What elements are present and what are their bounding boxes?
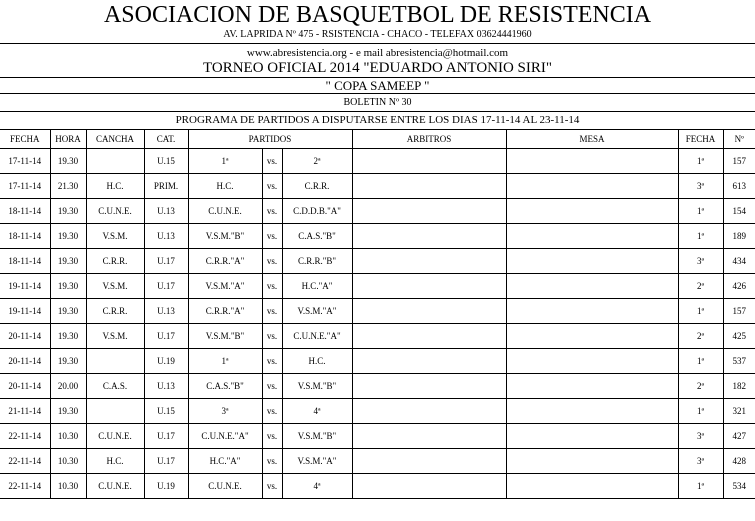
match-court: H.C. [86,174,144,199]
match-date: 17-11-14 [0,149,50,174]
round-number: 3ª [678,424,723,449]
away-team: C.D.D.B."A" [282,199,352,224]
table-officials-cell [506,299,678,324]
away-team: 4ª [282,474,352,499]
match-category: U.15 [144,399,188,424]
table-row [0,299,755,324]
match-court [86,349,144,374]
home-team: H.C."A" [188,449,262,474]
table-officials-cell [506,374,678,399]
match-court: H.C. [86,449,144,474]
table-row [0,149,755,174]
match-time: 10.30 [50,424,86,449]
match-date: 19-11-14 [0,299,50,324]
away-team: C.R.R."B" [282,249,352,274]
vs-label: vs. [262,424,282,449]
table-officials-cell [506,474,678,499]
table-row [0,249,755,274]
round-number: 1ª [678,224,723,249]
round-number: 2ª [678,374,723,399]
match-date: 18-11-14 [0,224,50,249]
referees-cell [352,149,506,174]
round-number: 1ª [678,474,723,499]
home-team: C.A.S."B" [188,374,262,399]
match-number: 427 [723,424,755,449]
match-category: U.17 [144,424,188,449]
table-row [0,274,755,299]
table-header-row [0,130,755,149]
match-category: U.15 [144,149,188,174]
vs-label: vs. [262,149,282,174]
match-time: 19.30 [50,324,86,349]
bulletin-number: BOLETIN Nº 30 [0,94,755,112]
match-date: 21-11-14 [0,399,50,424]
home-team: 1ª [188,349,262,374]
match-number: 157 [723,299,755,324]
match-number: 613 [723,174,755,199]
match-court: V.S.M. [86,224,144,249]
col-cancha: CANCHA [86,130,144,149]
match-court: C.U.N.E. [86,199,144,224]
matches-table [0,130,755,499]
match-time: 10.30 [50,449,86,474]
table-officials-cell [506,149,678,174]
table-officials-cell [506,399,678,424]
match-category: U.17 [144,449,188,474]
match-date: 19-11-14 [0,274,50,299]
home-team: V.S.M."B" [188,324,262,349]
away-team: H.C."A" [282,274,352,299]
home-team: C.U.N.E. [188,474,262,499]
away-team: C.R.R. [282,174,352,199]
match-time: 19.30 [50,199,86,224]
col-arbitros: ARBITROS [352,130,506,149]
match-category: U.17 [144,249,188,274]
referees-cell [352,249,506,274]
vs-label: vs. [262,474,282,499]
away-team: V.S.M."A" [282,299,352,324]
table-row [0,449,755,474]
referees-cell [352,349,506,374]
match-number: 428 [723,449,755,474]
vs-label: vs. [262,324,282,349]
col-cat: CAT. [144,130,188,149]
match-number: 434 [723,249,755,274]
home-team: V.S.M."B" [188,224,262,249]
match-court [86,149,144,174]
header-block [0,0,755,44]
match-court: V.S.M. [86,274,144,299]
home-team: V.S.M."A" [188,274,262,299]
referees-cell [352,449,506,474]
tournament-title: TORNEO OFICIAL 2014 "EDUARDO ANTONIO SIRI" [202,60,553,76]
match-category: U.13 [144,374,188,399]
contact-block [0,44,755,78]
round-number: 3ª [678,174,723,199]
match-time: 21.30 [50,174,86,199]
round-number: 3ª [678,249,723,274]
match-time: 19.30 [50,249,86,274]
away-team: H.C. [282,349,352,374]
away-team: V.S.M."B" [282,374,352,399]
match-time: 19.30 [50,399,86,424]
match-category: U.19 [144,349,188,374]
table-row [0,474,755,499]
round-number: 1ª [678,149,723,174]
vs-label: vs. [262,274,282,299]
association-address: AV. LAPRIDA Nº 475 - RSISTENCIA - CHACO - TELEFAX 03624441960 [223,29,532,40]
table-officials-cell [506,274,678,299]
round-number: 1ª [678,199,723,224]
match-category: U.17 [144,324,188,349]
home-team: 3ª [188,399,262,424]
match-date: 18-11-14 [0,249,50,274]
table-row [0,224,755,249]
away-team: C.A.S."B" [282,224,352,249]
round-number: 1ª [678,299,723,324]
referees-cell [352,199,506,224]
cup-title: " COPA SAMEEP " [0,78,755,94]
away-team: C.U.N.E."A" [282,324,352,349]
round-number: 2ª [678,324,723,349]
home-team: C.U.N.E."A" [188,424,262,449]
table-row [0,374,755,399]
match-court: C.R.R. [86,249,144,274]
table-officials-cell [506,199,678,224]
match-court: C.R.R. [86,299,144,324]
contact-line: www.abresistencia.org - e mail abresistencia@hotmail.com [246,47,509,59]
match-court: C.U.N.E. [86,424,144,449]
col-num: Nº [723,130,755,149]
col-partidos: PARTIDOS [188,130,352,149]
program-title: PROGRAMA DE PARTIDOS A DISPUTARSE ENTRE LOS DIAS 17-11-14 AL 23-11-14 [0,112,755,130]
vs-label: vs. [262,374,282,399]
round-number: 3ª [678,449,723,474]
match-time: 20.00 [50,374,86,399]
referees-cell [352,174,506,199]
table-row [0,349,755,374]
match-category: U.13 [144,199,188,224]
match-time: 10.30 [50,474,86,499]
table-row [0,199,755,224]
table-officials-cell [506,174,678,199]
match-date: 22-11-14 [0,424,50,449]
match-category: U.19 [144,474,188,499]
referees-cell [352,374,506,399]
table-row [0,424,755,449]
referees-cell [352,224,506,249]
away-team: V.S.M."B" [282,424,352,449]
away-team: 2ª [282,149,352,174]
table-row [0,174,755,199]
vs-label: vs. [262,199,282,224]
col-fecha: FECHA [0,130,50,149]
home-team: 1ª [188,149,262,174]
table-officials-cell [506,349,678,374]
match-court: V.S.M. [86,324,144,349]
round-number: 1ª [678,349,723,374]
home-team: C.R.R."A" [188,299,262,324]
match-time: 19.30 [50,349,86,374]
match-category: U.13 [144,224,188,249]
match-date: 17-11-14 [0,174,50,199]
table-officials-cell [506,224,678,249]
vs-label: vs. [262,399,282,424]
table-officials-cell [506,324,678,349]
round-number: 1ª [678,399,723,424]
referees-cell [352,424,506,449]
col-mesa: MESA [506,130,678,149]
vs-label: vs. [262,174,282,199]
match-time: 19.30 [50,149,86,174]
match-date: 20-11-14 [0,324,50,349]
round-number: 2ª [678,274,723,299]
match-number: 426 [723,274,755,299]
referees-cell [352,474,506,499]
association-title: ASOCIACION DE BASQUETBOL DE RESISTENCIA [103,2,652,28]
vs-label: vs. [262,349,282,374]
match-number: 534 [723,474,755,499]
referees-cell [352,324,506,349]
match-number: 157 [723,149,755,174]
match-number: 321 [723,399,755,424]
match-category: U.13 [144,299,188,324]
match-number: 537 [723,349,755,374]
table-officials-cell [506,424,678,449]
vs-label: vs. [262,449,282,474]
match-time: 19.30 [50,274,86,299]
match-time: 19.30 [50,224,86,249]
vs-label: vs. [262,249,282,274]
table-officials-cell [506,249,678,274]
col-hora: HORA [50,130,86,149]
referees-cell [352,299,506,324]
match-court: C.U.N.E. [86,474,144,499]
match-date: 22-11-14 [0,449,50,474]
away-team: 4ª [282,399,352,424]
vs-label: vs. [262,224,282,249]
table-row [0,399,755,424]
home-team: H.C. [188,174,262,199]
col-fecha-round: FECHA [678,130,723,149]
match-number: 182 [723,374,755,399]
match-date: 22-11-14 [0,474,50,499]
match-category: PRIM. [144,174,188,199]
match-category: U.17 [144,274,188,299]
match-date: 20-11-14 [0,349,50,374]
referees-cell [352,274,506,299]
match-number: 425 [723,324,755,349]
match-date: 20-11-14 [0,374,50,399]
table-officials-cell [506,449,678,474]
referees-cell [352,399,506,424]
match-time: 19.30 [50,299,86,324]
match-date: 18-11-14 [0,199,50,224]
home-team: C.U.N.E. [188,199,262,224]
match-court: C.A.S. [86,374,144,399]
vs-label: vs. [262,299,282,324]
match-court [86,399,144,424]
home-team: C.R.R."A" [188,249,262,274]
away-team: V.S.M."A" [282,449,352,474]
match-number: 189 [723,224,755,249]
match-number: 154 [723,199,755,224]
table-row [0,324,755,349]
